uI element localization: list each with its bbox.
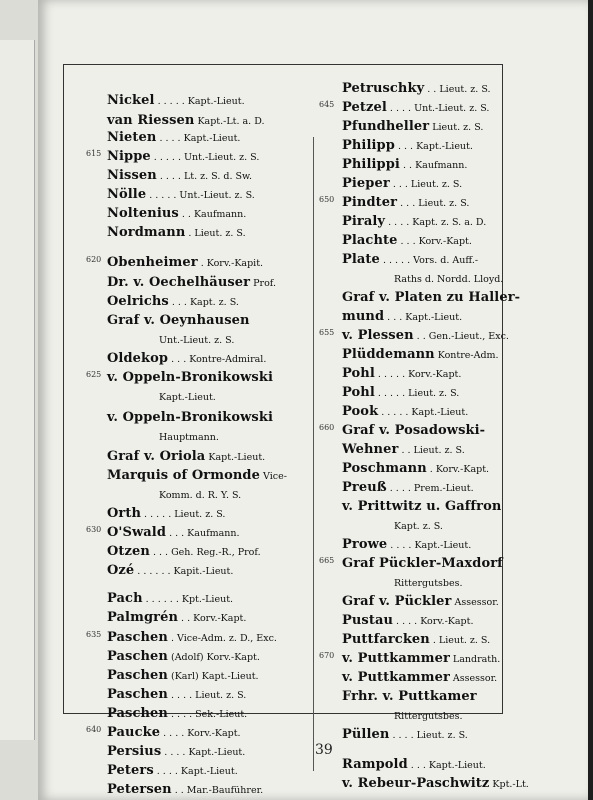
entry-number: 620 <box>86 255 102 264</box>
entry-number: 665 <box>319 556 335 565</box>
entry-description: . . . . Sek.-Lieut. <box>167 709 248 720</box>
entry-description: . . . Kapt.-Lieut. <box>407 760 486 771</box>
entry-description: Komm. d. R. Y. S. <box>159 490 242 501</box>
entry-description: Unt.-Lieut. z. S. <box>159 335 235 346</box>
entry-description: . . . . . Vors. d. Auff.- <box>379 255 479 266</box>
list-item <box>342 772 529 791</box>
list-item <box>107 183 255 202</box>
entry-description: . . Korv.-Kapt. <box>178 613 247 624</box>
list-item <box>107 664 259 683</box>
list-item <box>107 464 287 483</box>
list-item <box>342 438 465 457</box>
list-item <box>342 666 497 685</box>
entry-name: Philipp <box>342 138 395 153</box>
entry-name: Preuß <box>342 480 387 495</box>
entry-name: Paschen <box>107 687 168 702</box>
entry-description: (Adolf) Korv.-Kapt. <box>167 652 260 663</box>
list-item <box>107 559 233 578</box>
list-item <box>107 406 273 425</box>
entry-description: Rittergutsbes. <box>394 578 463 589</box>
list-item <box>342 685 477 704</box>
entry-description: . . . . Lieut. z. S. <box>167 690 247 701</box>
list-item <box>342 495 501 514</box>
entry-description: . . . . . Kapt.-Lieut. <box>378 407 469 418</box>
entry-description: . . . . . Unt.-Lieut. z. S. <box>146 190 255 201</box>
list-item <box>342 153 467 172</box>
entry-name: Pieper <box>342 176 390 191</box>
entry-name: Frhr. v. Puttkamer <box>342 689 477 704</box>
entry-name: Petruschky <box>342 81 425 96</box>
entry-name: Poschmann <box>342 461 427 476</box>
entry-number: 625 <box>86 370 102 379</box>
entry-number: 615 <box>86 149 102 158</box>
list-item <box>107 290 239 309</box>
entry-description: . . Kaufmann. <box>399 160 468 171</box>
entry-name: Puttfarcken <box>342 632 430 647</box>
list-item <box>107 309 250 328</box>
entry-description: . . . Korv.-Kapt. <box>397 236 472 247</box>
entry-name: Peters <box>107 763 154 778</box>
list-item <box>342 457 489 476</box>
entry-name: Wehner <box>342 442 399 457</box>
entry-name: Nippe <box>107 149 151 164</box>
list-item <box>342 533 471 552</box>
entry-description: . Vice-Adm. z. D., Exc. <box>167 633 277 644</box>
entry-description: Kontre-Adm. <box>434 350 499 361</box>
entry-name: O'Swald <box>107 525 167 540</box>
entry-description: Hauptmann. <box>159 432 219 443</box>
entry-name: Persius <box>107 744 162 759</box>
list-item <box>107 606 246 625</box>
list-item <box>107 271 276 290</box>
entry-name: Philippi <box>342 157 400 172</box>
entry-description: . . . . Lt. z. S. d. Sw. <box>156 171 253 182</box>
entry-description: . . . . Lieut. z. S. <box>389 730 468 741</box>
list-item <box>107 202 246 221</box>
entry-description: Kapt.-Lieut. <box>205 452 266 463</box>
entry-name: Petzel <box>342 100 387 115</box>
entry-name: Pook <box>342 404 379 419</box>
list-item <box>342 77 491 96</box>
entry-description: Kpt.-Lt. <box>489 779 529 790</box>
list-item <box>159 385 216 404</box>
list-item <box>342 115 483 134</box>
list-item <box>107 645 260 664</box>
list-item <box>107 721 241 740</box>
entry-description: Vice- <box>260 471 287 482</box>
entry-description: Assessor. <box>449 673 498 684</box>
column-divider <box>313 137 314 771</box>
list-item <box>394 704 462 723</box>
entry-description: . Lieut. z. S. <box>429 635 491 646</box>
entry-name: Paschen <box>107 668 168 683</box>
entry-name: v. Plessen <box>342 328 414 343</box>
entry-description: . . . . Unt.-Lieut. z. S. <box>386 103 490 114</box>
entry-number: 655 <box>319 328 335 337</box>
entry-number: 660 <box>319 423 335 432</box>
entry-name: v. Rebeur-Paschwitz <box>342 776 490 791</box>
list-item <box>342 324 509 343</box>
entry-name: Nordmann <box>107 225 186 240</box>
entry-description: . . . . Kapt. z. S. a. D. <box>385 217 487 228</box>
entry-name: Paschen <box>107 706 168 721</box>
entry-description: . . Mar.-Bauführer. <box>171 785 264 796</box>
list-item <box>342 191 469 210</box>
entry-description: Kapt. z. S. <box>394 521 443 532</box>
entry-description: Lieut. z. S. <box>429 122 484 133</box>
entry-description: . . . . Kapt.-Lieut. <box>161 747 246 758</box>
entry-description: Raths d. Nordd. Lloyd. <box>394 274 504 285</box>
list-item <box>107 540 261 559</box>
entry-name: Paucke <box>107 725 161 740</box>
entry-description: Kapt.-Lt. a. D. <box>194 116 265 127</box>
entry-description: . . . . Korv.-Kapt. <box>393 616 474 627</box>
list-item <box>107 251 263 270</box>
left-page-strip <box>0 40 35 740</box>
entry-name: Oelrichs <box>107 294 169 309</box>
list-item <box>107 683 246 702</box>
list-item <box>342 628 490 647</box>
list-item <box>342 476 474 495</box>
entry-name: Graf v. Oriola <box>107 449 206 464</box>
entry-name: Püllen <box>342 727 390 742</box>
entry-name: Ozé <box>107 563 135 578</box>
entry-name: Graf v. Pückler <box>342 594 452 609</box>
list-item <box>107 778 263 797</box>
entry-name: Nickel <box>107 93 155 108</box>
entry-name: Noltenius <box>107 206 179 221</box>
list-item <box>107 126 240 145</box>
entry-description: . . . . Korv.-Kapt. <box>160 728 241 739</box>
entry-number: 635 <box>86 630 102 639</box>
entry-name: Nissen <box>107 168 157 183</box>
list-item <box>107 221 246 240</box>
list-item <box>342 248 478 267</box>
entry-description: . . . . . Kapt.-Lieut. <box>154 96 245 107</box>
entry-description: . Korv.-Kapit. <box>197 258 264 269</box>
list-item <box>107 347 266 366</box>
entry-name: Orth <box>107 506 142 521</box>
entry-name: v. Oppeln-Bronikowski <box>107 370 273 385</box>
entry-name: Prowe <box>342 537 388 552</box>
entry-name: Piraly <box>342 214 386 229</box>
entry-description: . . . Kapt.-Lieut. <box>384 312 463 323</box>
entry-name: mund <box>342 309 385 324</box>
list-item <box>342 134 473 153</box>
entry-name: Dr. v. Oechelhäuser <box>107 275 251 290</box>
list-item <box>107 740 245 759</box>
entry-description: . . . . Kapt.-Lieut. <box>156 133 241 144</box>
entry-number: 670 <box>319 651 335 660</box>
list-item <box>107 89 245 108</box>
entry-name: Rampold <box>342 757 408 772</box>
entry-description: . . Gen.-Lieut., Exc. <box>413 331 509 342</box>
entry-name: Palmgrén <box>107 610 179 625</box>
list-item <box>342 229 472 248</box>
list-item <box>159 328 234 347</box>
list-item <box>107 587 233 606</box>
entry-name: Pfundheller <box>342 119 430 134</box>
page-number: 39 <box>315 742 333 758</box>
entry-description: . . . Lieut. z. S. <box>389 179 463 190</box>
entry-name: Pohl <box>342 385 375 400</box>
entry-description: . . Kaufmann. <box>178 209 247 220</box>
list-item <box>107 626 277 645</box>
list-item <box>342 362 461 381</box>
list-item <box>342 210 486 229</box>
list-item <box>342 286 520 305</box>
entry-number: 650 <box>319 195 335 204</box>
list-item <box>342 753 486 772</box>
entry-description: Assessor. <box>451 597 499 608</box>
list-item <box>342 96 489 115</box>
entry-number: 630 <box>86 525 102 534</box>
list-item <box>107 145 259 164</box>
list-item <box>159 425 219 444</box>
entry-description: . . . Lieut. z. S. <box>397 198 470 209</box>
entry-name: Graf v. Oeynhausen <box>107 313 250 328</box>
list-item <box>342 647 500 666</box>
list-item <box>342 305 462 324</box>
entry-description: Rittergutsbes. <box>394 711 463 722</box>
entry-description: . . . . . Korv.-Kapt. <box>374 369 462 380</box>
entry-name: Marquis of Ormonde <box>107 468 260 483</box>
entry-name: Obenheimer <box>107 255 198 270</box>
entry-name: Otzen <box>107 544 150 559</box>
entry-description: . . . Kapt.-Lieut. <box>394 141 473 152</box>
entry-description: (Karl) Kapt.-Lieut. <box>167 671 259 682</box>
entry-number: 640 <box>86 725 102 734</box>
list-item <box>107 759 238 778</box>
list-item <box>342 381 459 400</box>
entry-description: . . . . . . Kapit.-Lieut. <box>134 566 234 577</box>
entry-description: . . . Geh. Reg.-R., Prof. <box>149 547 261 558</box>
entry-description: . Korv.-Kapt. <box>426 464 490 475</box>
entry-description: . . . . . Lieut. z. S. <box>141 509 226 520</box>
entry-name: Graf v. Posadowski- <box>342 423 486 438</box>
list-item <box>342 609 473 628</box>
entry-name: Graf v. Platen zu Haller- <box>342 290 521 305</box>
entry-description: Prof. <box>250 278 276 289</box>
entry-description: . . . Kapt. z. S. <box>168 297 239 308</box>
entry-description: . . . . . Unt.-Lieut. z. S. <box>150 152 260 163</box>
entry-name: van Riessen <box>107 113 195 128</box>
left-page-edge <box>0 0 38 800</box>
entry-name: v. Puttkammer <box>342 651 450 666</box>
entry-description: . . Lieut. z. S. <box>424 84 491 95</box>
entry-name: Oldekop <box>107 351 169 366</box>
entry-description: . . . Kaufmann. <box>166 528 240 539</box>
entry-name: v. Prittwitz u. Gaffron <box>342 499 502 514</box>
entry-description: . . . . . . Kpt.-Lieut. <box>142 594 234 605</box>
entry-name: Petersen <box>107 782 172 797</box>
list-item <box>342 552 503 571</box>
list-item <box>342 419 485 438</box>
book-page <box>38 0 588 800</box>
list-item <box>342 590 499 609</box>
entry-name: Pindter <box>342 195 398 210</box>
list-item <box>107 366 273 385</box>
entry-name: Pustau <box>342 613 394 628</box>
list-item <box>394 267 503 286</box>
entry-number: 645 <box>319 100 335 109</box>
list-item <box>107 502 225 521</box>
entry-name: Plüddemann <box>342 347 435 362</box>
entry-description: . . . . Kapt.-Lieut. <box>387 540 472 551</box>
entry-name: v. Puttkammer <box>342 670 450 685</box>
list-item <box>107 445 265 464</box>
list-item <box>342 723 468 742</box>
entry-description: . Lieut. z. S. <box>185 228 246 239</box>
entry-description: Landrath. <box>449 654 501 665</box>
entry-name: Pach <box>107 591 143 606</box>
entry-name: Plate <box>342 252 380 267</box>
list-item <box>159 483 241 502</box>
entry-name: Paschen <box>107 630 168 645</box>
entry-name: Plachte <box>342 233 398 248</box>
entry-name: Paschen <box>107 649 168 664</box>
entry-name: Graf Pückler-Maxdorf <box>342 556 503 571</box>
entry-description: . . . . Prem.-Lieut. <box>386 483 474 494</box>
list-item <box>107 702 247 721</box>
list-item <box>342 343 499 362</box>
entry-description: . . . . . Lieut. z. S. <box>374 388 460 399</box>
entry-description: . . . . Kapt.-Lieut. <box>153 766 238 777</box>
entry-description: . . Lieut. z. S. <box>398 445 465 456</box>
entry-description: Kapt.-Lieut. <box>159 392 216 403</box>
list-item <box>342 172 462 191</box>
entry-name: Pohl <box>342 366 375 381</box>
entry-description: . . . Kontre-Admiral. <box>168 354 267 365</box>
list-item <box>107 164 252 183</box>
entry-name: Nölle <box>107 187 147 202</box>
entry-name: v. Oppeln-Bronikowski <box>107 410 273 425</box>
entry-name: Nieten <box>107 130 157 145</box>
list-item <box>342 400 468 419</box>
list-item <box>394 514 443 533</box>
list-item <box>107 521 240 540</box>
list-item <box>394 571 462 590</box>
